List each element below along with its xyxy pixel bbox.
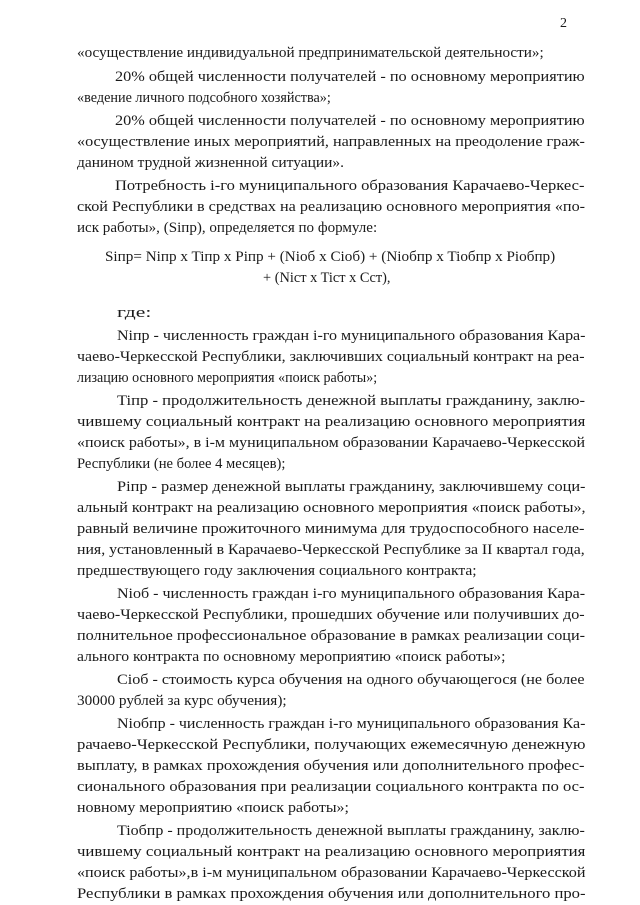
text-line: чаево-Черкесской Республики, заключивших социальный контракт на реа-	[77, 349, 585, 365]
text-line: Tiпр - продолжительность денежной выплаты гражданину, заклю-	[117, 393, 586, 409]
text-line: чаево-Черкесской Республики, прошедших обучение или получивших до-	[77, 607, 585, 623]
text-line: альный контракт на реализацию основного мероприятия «поиск работы»,	[77, 500, 586, 516]
formula-line: + (Niст x Tiст x Cст),	[263, 270, 391, 286]
text-line: чившему социальный контракт на реализацию основного мероприятия	[77, 414, 586, 430]
text-line: данином трудной жизненной ситуации».	[77, 155, 345, 171]
text-line: полнительное профессиональное образование в рамках реализации соци-	[77, 628, 586, 644]
text-line: новному мероприятию «поиск работы»;	[77, 800, 349, 816]
text-line: Piпр - размер денежной выплаты гражданину, заключившему соци-	[117, 479, 586, 495]
text-line: 20% общей численности получателей - по основному мероприятию	[115, 69, 585, 85]
text-line: лизацию основного мероприятия «поиск работы»;	[77, 370, 378, 386]
text-line: где:	[117, 305, 152, 321]
text-line: «ведение личного подсобного хозяйства»;	[77, 90, 331, 106]
formula-line: Siпр= Niпр x Tiпр x Piпр + (Niоб x Ciоб) + (Niобпр x Tiобпр x Piобпр)	[105, 249, 556, 265]
text-line: ального контракта по основному мероприятию «поиск работы»;	[77, 649, 506, 665]
page-number: 2	[560, 16, 567, 31]
text-line: 30000 рублей за курс обучения);	[77, 693, 287, 709]
text-line: рачаево-Черкесской Республики, получающих ежемесячную денежную	[77, 737, 586, 753]
text-line: 20% общей численности получателей - по основному мероприятию	[115, 113, 585, 129]
text-line: Niпр - численность граждан i-го муниципального образования Кара-	[117, 328, 586, 344]
text-line: Niоб - численность граждан i-го муниципального образования Кара-	[117, 586, 586, 602]
text-line: ской Республики в средствах на реализацию основного мероприятия «по-	[77, 199, 586, 215]
text-line: Tiобпр - продолжительность денежной выплаты гражданину, заклю-	[117, 823, 585, 839]
text-line: «осуществление индивидуальной предпринимательской деятельности»;	[77, 45, 544, 61]
text-line: сионального образования при реализации социального контракта по ос-	[77, 779, 585, 795]
text-line: предшествующего году заключения социального контракта;	[77, 563, 477, 579]
text-line: Потребность i-го муниципального образования Карачаево-Черкес-	[115, 178, 585, 194]
text-line: «поиск работы», в i-м муниципальном образовании Карачаево-Черкесской	[77, 435, 586, 451]
text-line: равный величине прожиточного минимума для трудоспособного населе-	[77, 521, 585, 537]
text-line: «осуществление иных мероприятий, направленных на преодоление граж-	[77, 134, 585, 150]
text-line: Республики в рамках прохождения обучения или дополнительного про-	[77, 886, 586, 902]
text-line: выплату, в рамках прохождения обучения или дополнительного профес-	[77, 758, 585, 774]
text-line: Niобпр - численность граждан i-го муниципального образования Ка-	[117, 716, 586, 732]
text-line: иск работы», (Siпр), определяется по формуле:	[77, 220, 378, 236]
text-line: «поиск работы»,в i-м муниципальном образовании Карачаево-Черкесской	[77, 865, 586, 881]
text-line: ния, установленный в Карачаево-Черкесской Республике за II квартал года,	[77, 542, 585, 558]
text-line: чившему социальный контракт на реализацию основного мероприятия	[77, 844, 586, 860]
text-line: Республики (не более 4 месяцев);	[77, 456, 286, 472]
text-line: Ciоб - стоимость курса обучения на одного обучающегося (не более	[117, 672, 585, 688]
